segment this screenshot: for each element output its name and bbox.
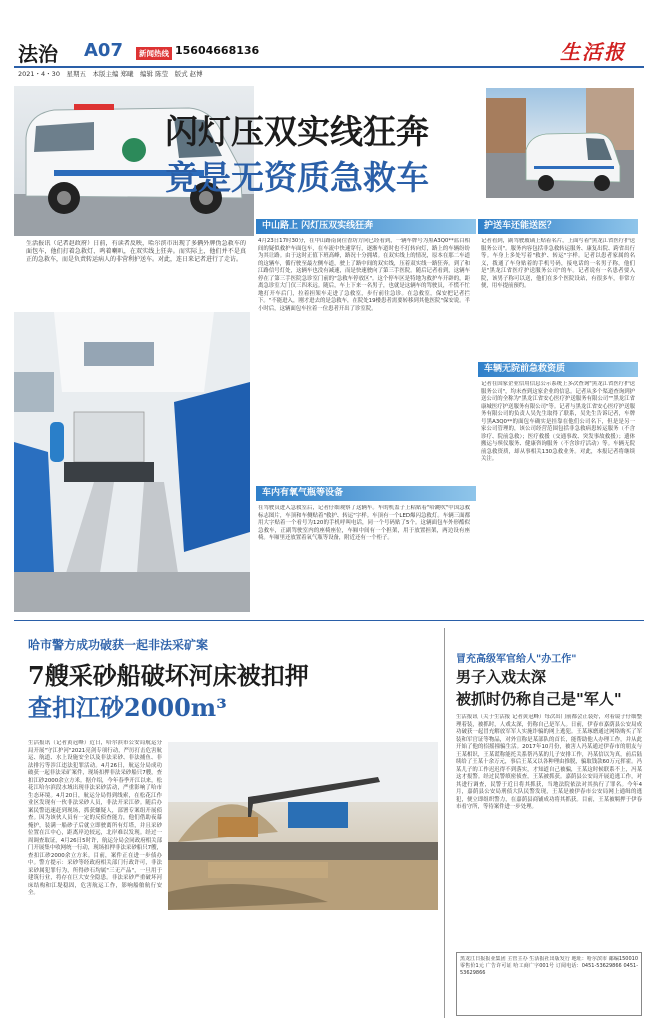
section-title-bar: 护送车还能送医？ bbox=[478, 219, 638, 234]
masthead-rule bbox=[14, 66, 644, 68]
section-title-bar: 车辆无院前急救资质 bbox=[478, 362, 638, 377]
street-van-photo bbox=[486, 88, 634, 198]
story2-kicker: 哈市警方成功破获一起非法采矿案 bbox=[28, 638, 209, 652]
story2-headline: 7艘采砂船破坏河床被扣押 bbox=[28, 661, 309, 690]
story3-headline-1: 男子入戏太深 bbox=[456, 668, 547, 686]
interior-photo bbox=[14, 312, 250, 612]
paper-logo: 生活报 bbox=[560, 40, 626, 64]
column-divider bbox=[444, 628, 445, 1018]
hotline-label: 新闻热线 bbox=[136, 47, 172, 60]
headline-line-2: 竟是无资质急救车 bbox=[165, 158, 429, 197]
section-title-bar: 车内有氧气瓶等设备 bbox=[256, 486, 476, 501]
main-headline bbox=[150, 92, 480, 202]
sand-boats-photo bbox=[168, 742, 438, 910]
story2-paragraph-cont bbox=[168, 914, 438, 1018]
masthead bbox=[0, 0, 657, 80]
section-paragraph: 在驾驶员进入急救室后，记者仔细观察了这辆车。车的机盖子上粘贴着"哈跳吹"中国急救标志图片，车顶和车侧贴着"救护、转运"字样。车顶有一个LED爆闪急救灯。车辆三面都用大字贴着一个看号为120的手机呼叫电话，同一个号码贴了5个。这辆面包车外形酷似急救车，正副驾驶室内的座椅座位，车厢中间有一个担架，用于放置担架，两边设有座椅。车厢里还放置着氧气瓶等设备，附近还有一个柜子。 bbox=[258, 505, 470, 541]
story3-paragraph: 生活报讯（关于生活报 记者黄冠峰）每次出门前都会正装好，对着镜子仔细整理着装，被抓时，人戏太深，仍称自己是军人。日前，伊春市嘉荫县公安局成功破获一起冒充解放军军人实施诈骗的网上逃犯。王某琢磨通过网络购买了军装和军官证等物品，对外宣称是某部队的首长，能帮助他人办理工作，并从此开始了他的招摇撞骗生活。2017年10月份，被害人冯某通过伊春市的朋友与王某相识，王某谎称能托关系帮冯某的儿子安排工作，冯某信以为真，前后陆续给了王某十余万元，事后王某又以各种理由推脱，骗取钱款60万元挥霍。冯某儿子的工作迟迟得不到落实，才知道自己被骗，王某这时候联系不上，冯某这才报警。经过民警缜密侦查，王某被抓获。嘉荫县公安局开展追逃工作，对其进行调查，民警于近日将其抓获，当地法院依法对其执行了罪名。今年4月，嘉荫县公安局刑侦大队民警发现，王某是被伊春市公安局网上通缉的逃犯，便立即组织警力，在嘉荫县商铺成功将其抓获。目前，王某被羁押于伊春市看守所，等待案件进一步处理。 bbox=[456, 714, 642, 810]
section-paragraph: 4月23日17时30分，在中山路南岗往香坊方向已经看到，一辆车牌号为黑A3Q0**蓝白相间的疑似救护车面包车，在车流中快速穿行，逐渐车道时也不打转向灯，路上的车辆纷纷为其让路。由于这时正值下班高峰，路况十分拥堵。在双实线上的情况，原本在那二车道的这辆车，循行驶至最左侧车道，驶上了路中间的双实线，压着双实线一路狂奔。到了和江路信号灯处，这辆车也没有减速，而是快速驶向了第三手医院。随后记者看到，这辆车停在了第三手医院急诊室门前的"急救车停放区"。这个停车区是特地为救护车开辟的，距离急诊室大门仅三四米远。随后，车上下来一名男子，也就是这辆车的驾驶员，不慌不忙地打开车后门，拉着担架车走进了急救室，步行前往急诊。在急救室，保安把记者拦下。"不能进入，刚才进去的是急救车，在院处19楼患者需要转移到其他医院"保安说。半小时后，这辆面包车拉着一位患者开出了诊室院。 bbox=[258, 238, 470, 312]
section-title-bar: 中山路上 闪灯压双实线狂奔 bbox=[256, 219, 476, 234]
page-number: A07 bbox=[84, 40, 123, 61]
section-paragraph: 记者在国家企业信用信息公示系统上多次查询"黑龙江省医疗护送服务公司"，均未查到这家企业的信息。记者从多个渠道查询到护送公司的全称为"黑龙江省安心医疗护送服务有限公司""黑龙江省康城医疗护送服务有限公司"等。记者与黑龙江省安心医疗护送服务有限公司的负责人吴先生取得了联系，吴先生告诉记者，车牌号黑A3Q0**的面包车确实是挂靠在他们公司名下，但是是另一家公司管理的，该公司经营范围包括非急救病患转运服务（不含诊疗、院前急救）；医疗救援（交通事故、突发事故救援）；遗体搬运与殡仪服务、健康咨询服务（不含诊疗活动）等。车辆无院前急救资质，却从事相关130急救业务。对此，本报记者将继续关注。 bbox=[481, 381, 635, 462]
section-paragraph: 记者看到，副驾驶玻璃上贴着名片，上面写着"黑龙江省医疗护送服务公司"。服务内容包括非急救转运服务、康复出院、跨省出行等。车身上多处写着"救护、转运"字样。记者以患者家属的名义，拨通了车身贴着的手机号码，接电话的一名男子称，他们是"黑龙江省医疗护送服务公司"的车。记者说有一名患者要入院，该男子称可以送，他们在多个医院设站，有很多车，非常方便，用车提前预约。 bbox=[481, 238, 635, 289]
headline-line-1: 闪灯压双实线狂奔 bbox=[165, 112, 429, 151]
lead-paragraph: 生活报讯（记者赵政府）日前，有读者反映，哈尔滨市出现了多辆外牌伪急救车的面包车，他们打着急救灯、鸣着喇叭，在双实线上狂奔。而实际上，他们并不是真正的急救车，而是负责转运病人的非营利护送车。对此，连日来记者进行了走访。 bbox=[26, 240, 246, 263]
footer-box bbox=[456, 952, 642, 1016]
story3-kicker: 冒充高级军官给人"办工作" bbox=[456, 654, 577, 665]
story3-headline-2: 被抓时仍称自己是"军人" bbox=[456, 690, 622, 708]
section-name: 法治 bbox=[18, 42, 58, 66]
divider bbox=[14, 620, 644, 621]
issue-info: 2021・4・30 星期五 本版主编 郑曦 编辑 陈莹 版式 赵博 bbox=[18, 70, 203, 78]
hotline-number: 15604668136 bbox=[175, 44, 260, 57]
story2-paragraph: 生活报讯（记者黄冠峰）近日，哈尔滨市公安局航运分局开展"守江护河"2021亮剑专项行动，严厉打击危害航运、航道、水上设施安全以及非法采砂、非法捕鱼、非法排污等涉江违法犯罪活动。4月26日，航运分局成功破获一起非法采矿案件，现场扣押非法采砂船只7艘，查扣江砂2000余立方米。据介绍，今年春季开江以来，松花江哈尔滨段水域出现非法采砂活动，严重影响了哈市生态环境。4月20日，航运分局得到线索，在松花江作业区发现有一伙非法采砂人员，非法开采江砂。随后办案民警迅速赶到现场，抓获嫌疑人，部署专案组开展侦查。因为该伙人员有一定的反侦查能力，他们借助夜幕掩护，装满一船砂子后就立即驶离所有灯塔，并且采砂位置在江中心，距离岸边较远，北岸难以发现。经过一周调查取证，4月26日5时许，航运分局会同政府相关部门开展集中收网统一行动，现场扣押非法采砂船只7艘，查扣江砂2000余立方米。目前，案件正在进一步侦办中。警方提示：采砂等经政府相关部门行政许可，非法采砂属犯罪行为，所得砂石均属"三无产品"，一旦用于建筑行业，将存在巨大安全隐患。非法采砂严重破坏河床结构和江堤稳固，危害航运工作，影响船舶航行安全。 bbox=[28, 740, 162, 896]
story2-subheadline: 查扣江砂2000m³ bbox=[28, 693, 227, 722]
footer-text: 黑龙江日报报业集团 主管主办 生活报社出版发行 地址：哈尔滨市 邮编150010 零售价1元 广告许可证 哈工商广字001号 订阅电话：0451-53629866 0451-53629866 bbox=[460, 956, 638, 976]
